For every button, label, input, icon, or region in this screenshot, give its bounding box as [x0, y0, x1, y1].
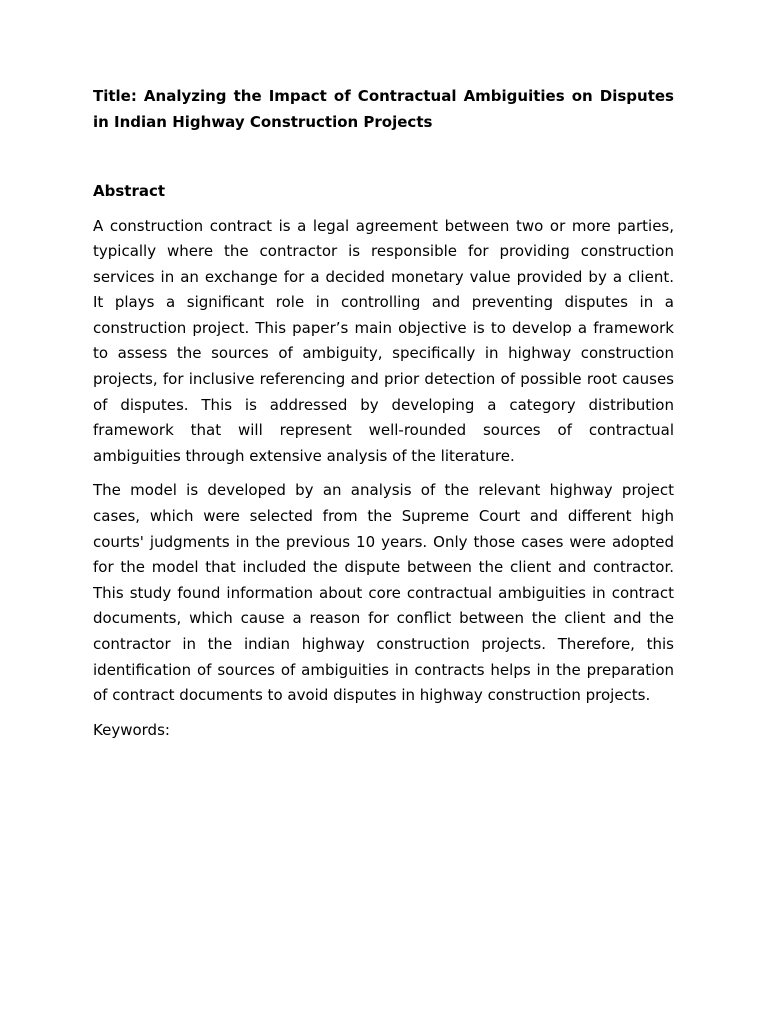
keywords-label: Keywords: [93, 720, 170, 739]
abstract-paragraph-2: The model is developed by an analysis of the relevant highway project cases, which were selected from the Supreme Court and different high courts' judgments in the previous 10 years. Only those cases were adopted for the model that included the dispute between the client and contractor. This study found information about core contractual ambiguities in contract documents, which cause a reason for conflict between the client and the contractor in the indian highway construction projects. Therefore, this identification of sources of ambiguities in contracts helps in the preparation of contract documents to avoid disputes in highway construction projects. [93, 481, 674, 705]
abstract-heading: Abstract [93, 182, 166, 200]
abstract-paragraph-1: A construction contract is a legal agreement between two or more parties, typically where the contractor is responsible for providing construction services in an exchange for a decided monetary value provided by a client. It plays a significant role in controlling and preventing disputes in a construction project. This paper’s main objective is to develop a framework to assess the sources of ambiguity, specifically in highway construction projects, for inclusive referencing and prior detection of possible root causes of disputes. This is addressed by developing a category distribution framework that will represent well-rounded sources of contractual ambiguities through extensive analysis of the literature. [93, 216, 674, 465]
document-page [93, 84, 674, 743]
paper-title: Title: Analyzing the Impact of Contractual Ambiguities on Disputes in Indian Highway Construction Projects [93, 87, 674, 131]
